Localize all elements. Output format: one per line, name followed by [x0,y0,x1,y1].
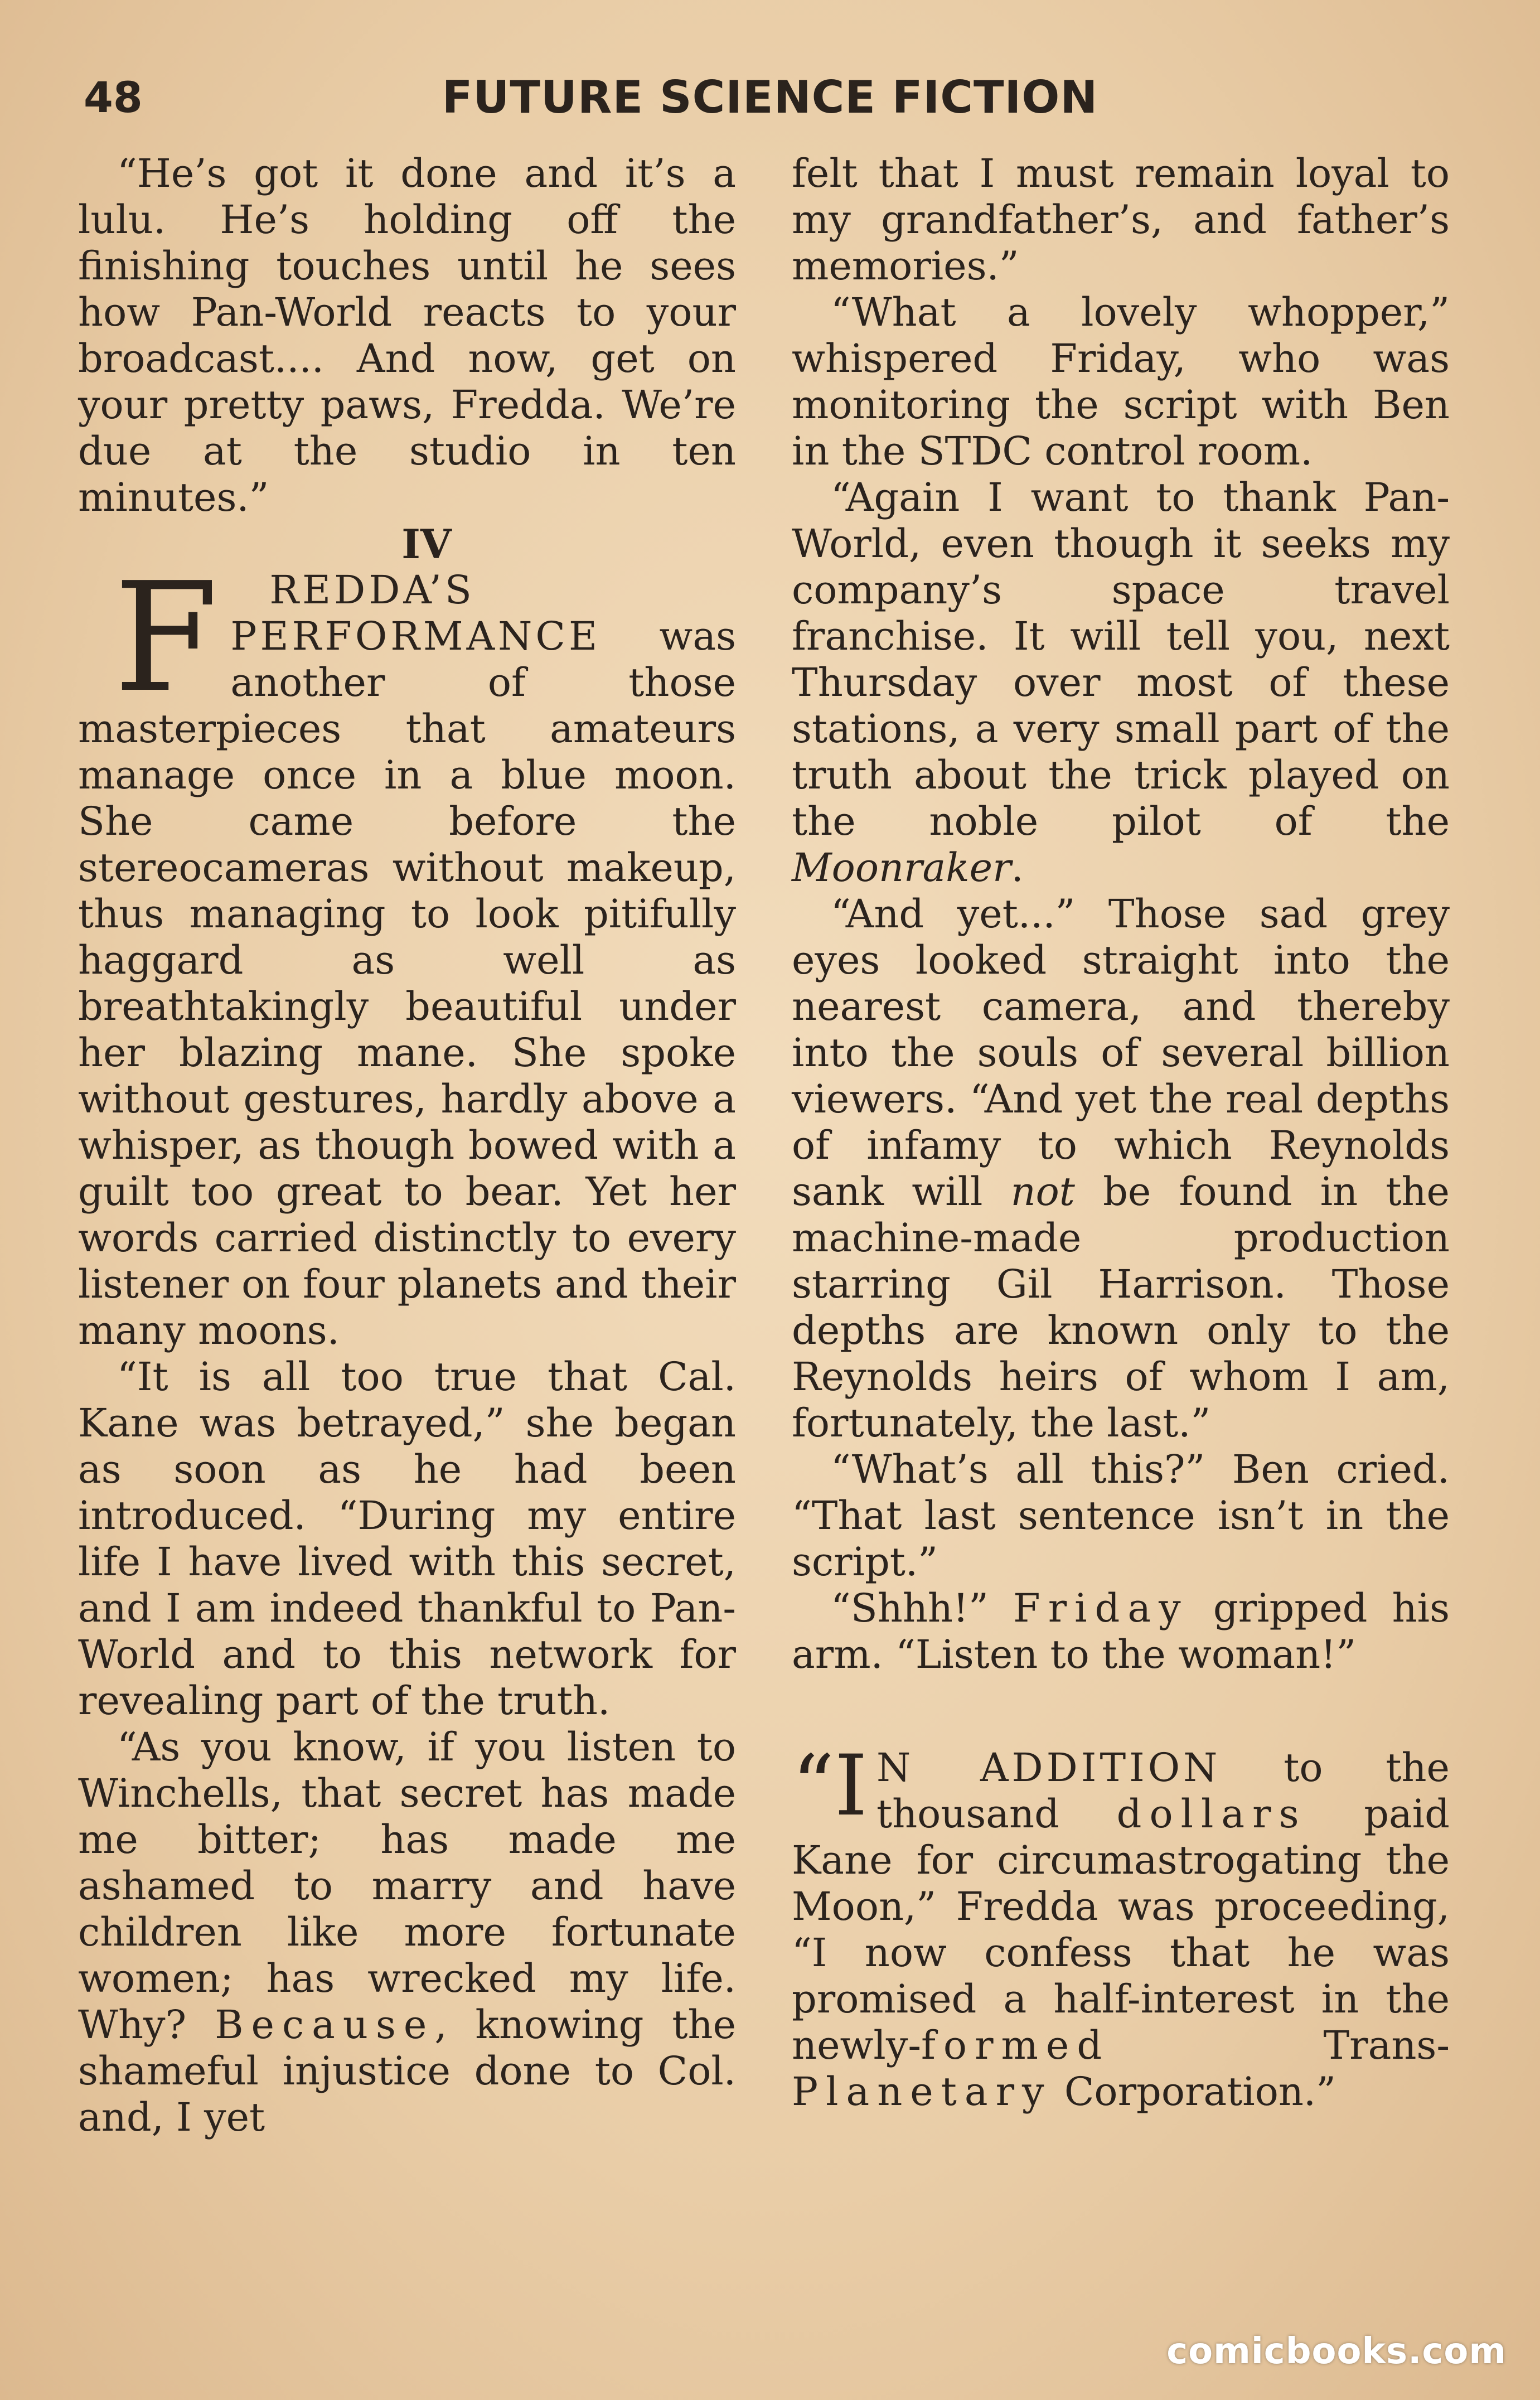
small-caps-lead: REDDA’S PERFORMANCE [230,567,601,659]
paragraph: “What’s all this?” Ben cried. “That last sentence isn’t in the script.” [792,1446,1450,1585]
paragraph-text: be found in the machine-made production starring Gil Harrison. Those depths are known only to the Reynolds heirs of whom I am, fortunately, the last.” [792,1169,1450,1446]
paragraph-text: Trans- [1110,2022,1450,2068]
drop-cap: F [114,550,219,725]
paragraph-text: “Shhh!” [831,1585,1014,1631]
emphasis: not [1010,1169,1075,1214]
spaced-word: formed [921,2022,1110,2068]
paragraph-dropcap [792,1738,1450,2115]
page-header [78,67,1462,128]
paragraph-text: Corporation.” [1052,2069,1336,2114]
small-caps-lead: N ADDITION [876,1745,1221,1791]
paragraph: felt that I must remain loyal to my grandfather’s, and father’s memories.” [792,151,1450,289]
spaced-word: Because [215,2002,435,2048]
paragraph [792,891,1450,1446]
ship-name: Moonraker [792,845,1011,891]
paragraph-text: was another of those masterpieces that amateurs manage once in a blue moon. She came before the stereocameras without makeup, thus managing to look pitifully haggard as well as breathtakingly beautiful under her blazing mane. She spoke without gestures, hardly above a whisper, as though bowed with a guilt too great to bear. Yet her words carried distinctly to every listener on four planets and their many moons. [78,613,736,1353]
paragraph [792,1585,1450,1678]
paragraph: “What a lovely whopper,” whispered Friday, who was monitoring the script with Ben in the STDC control room. [792,289,1450,474]
page-number: 48 [84,72,143,122]
paragraph-text: “And yet...” Those sad grey eyes looked straight into the nearest camera, and thereby into the souls of several billion viewers. “And yet the real depths of infamy to which Reynolds sank will [792,891,1450,1214]
paragraph-dropcap [78,550,736,1354]
paragraph: “It is all too true that Cal. Kane was betrayed,” she began as soon as he had been introduced. “During my entire life I have lived with this secret, and I am indeed thankful to Pan-World and to this network for revealing part of the truth. [78,1354,736,1724]
paragraph [78,1724,736,2141]
paragraph-text: gripped his arm. “Listen to the woman!” [792,1585,1450,1677]
paragraph [792,475,1450,891]
right-column [792,151,1450,2115]
paragraph-text: “As you know, if you listen to Winchells, that secret has made me bitter; has made me ashamed to marry and have children like more fortunate women; has wrecked my life. Why? [78,1724,736,2048]
paragraph-text: . [1011,845,1024,891]
paragraph-text: , knowing the shameful injustice done to Col. and, I yet [78,2002,736,2140]
running-head: FUTURE SCIENCE FICTION [442,71,1098,123]
spaced-word: dollars [1116,1791,1307,1837]
paragraph-text: “Again I want to thank Pan-World, even though it seeks my company’s space travel franchise. It will tell you, next Thursday over most of these stations, a very small part of the truth about the trick played on the noble pilot of the [792,475,1450,844]
spaced-word: Planetary [792,2069,1052,2114]
section-number: IV [401,520,452,568]
paragraph-text: paid Kane for circumastrogating the Moon,” Fredda was proceeding, “I now confess that he was promised a half-interest in the newly- [792,1791,1450,2068]
paragraph-text: to the thousand [876,1745,1450,1837]
paragraph: “He’s got it done and it’s a lulu. He’s holding off the finishing touches until he sees how Pan-World reacts to your broadcast.... And now, get on your pretty paws, Fredda. We’re due at the studio in ten minutes.” [78,151,736,520]
watermark: comicbooks.com [1166,2331,1507,2372]
spaced-word: Friday [1013,1585,1189,1631]
section-break [792,1678,1450,1745]
left-column [78,151,736,2141]
drop-cap: “I [792,1738,868,1835]
